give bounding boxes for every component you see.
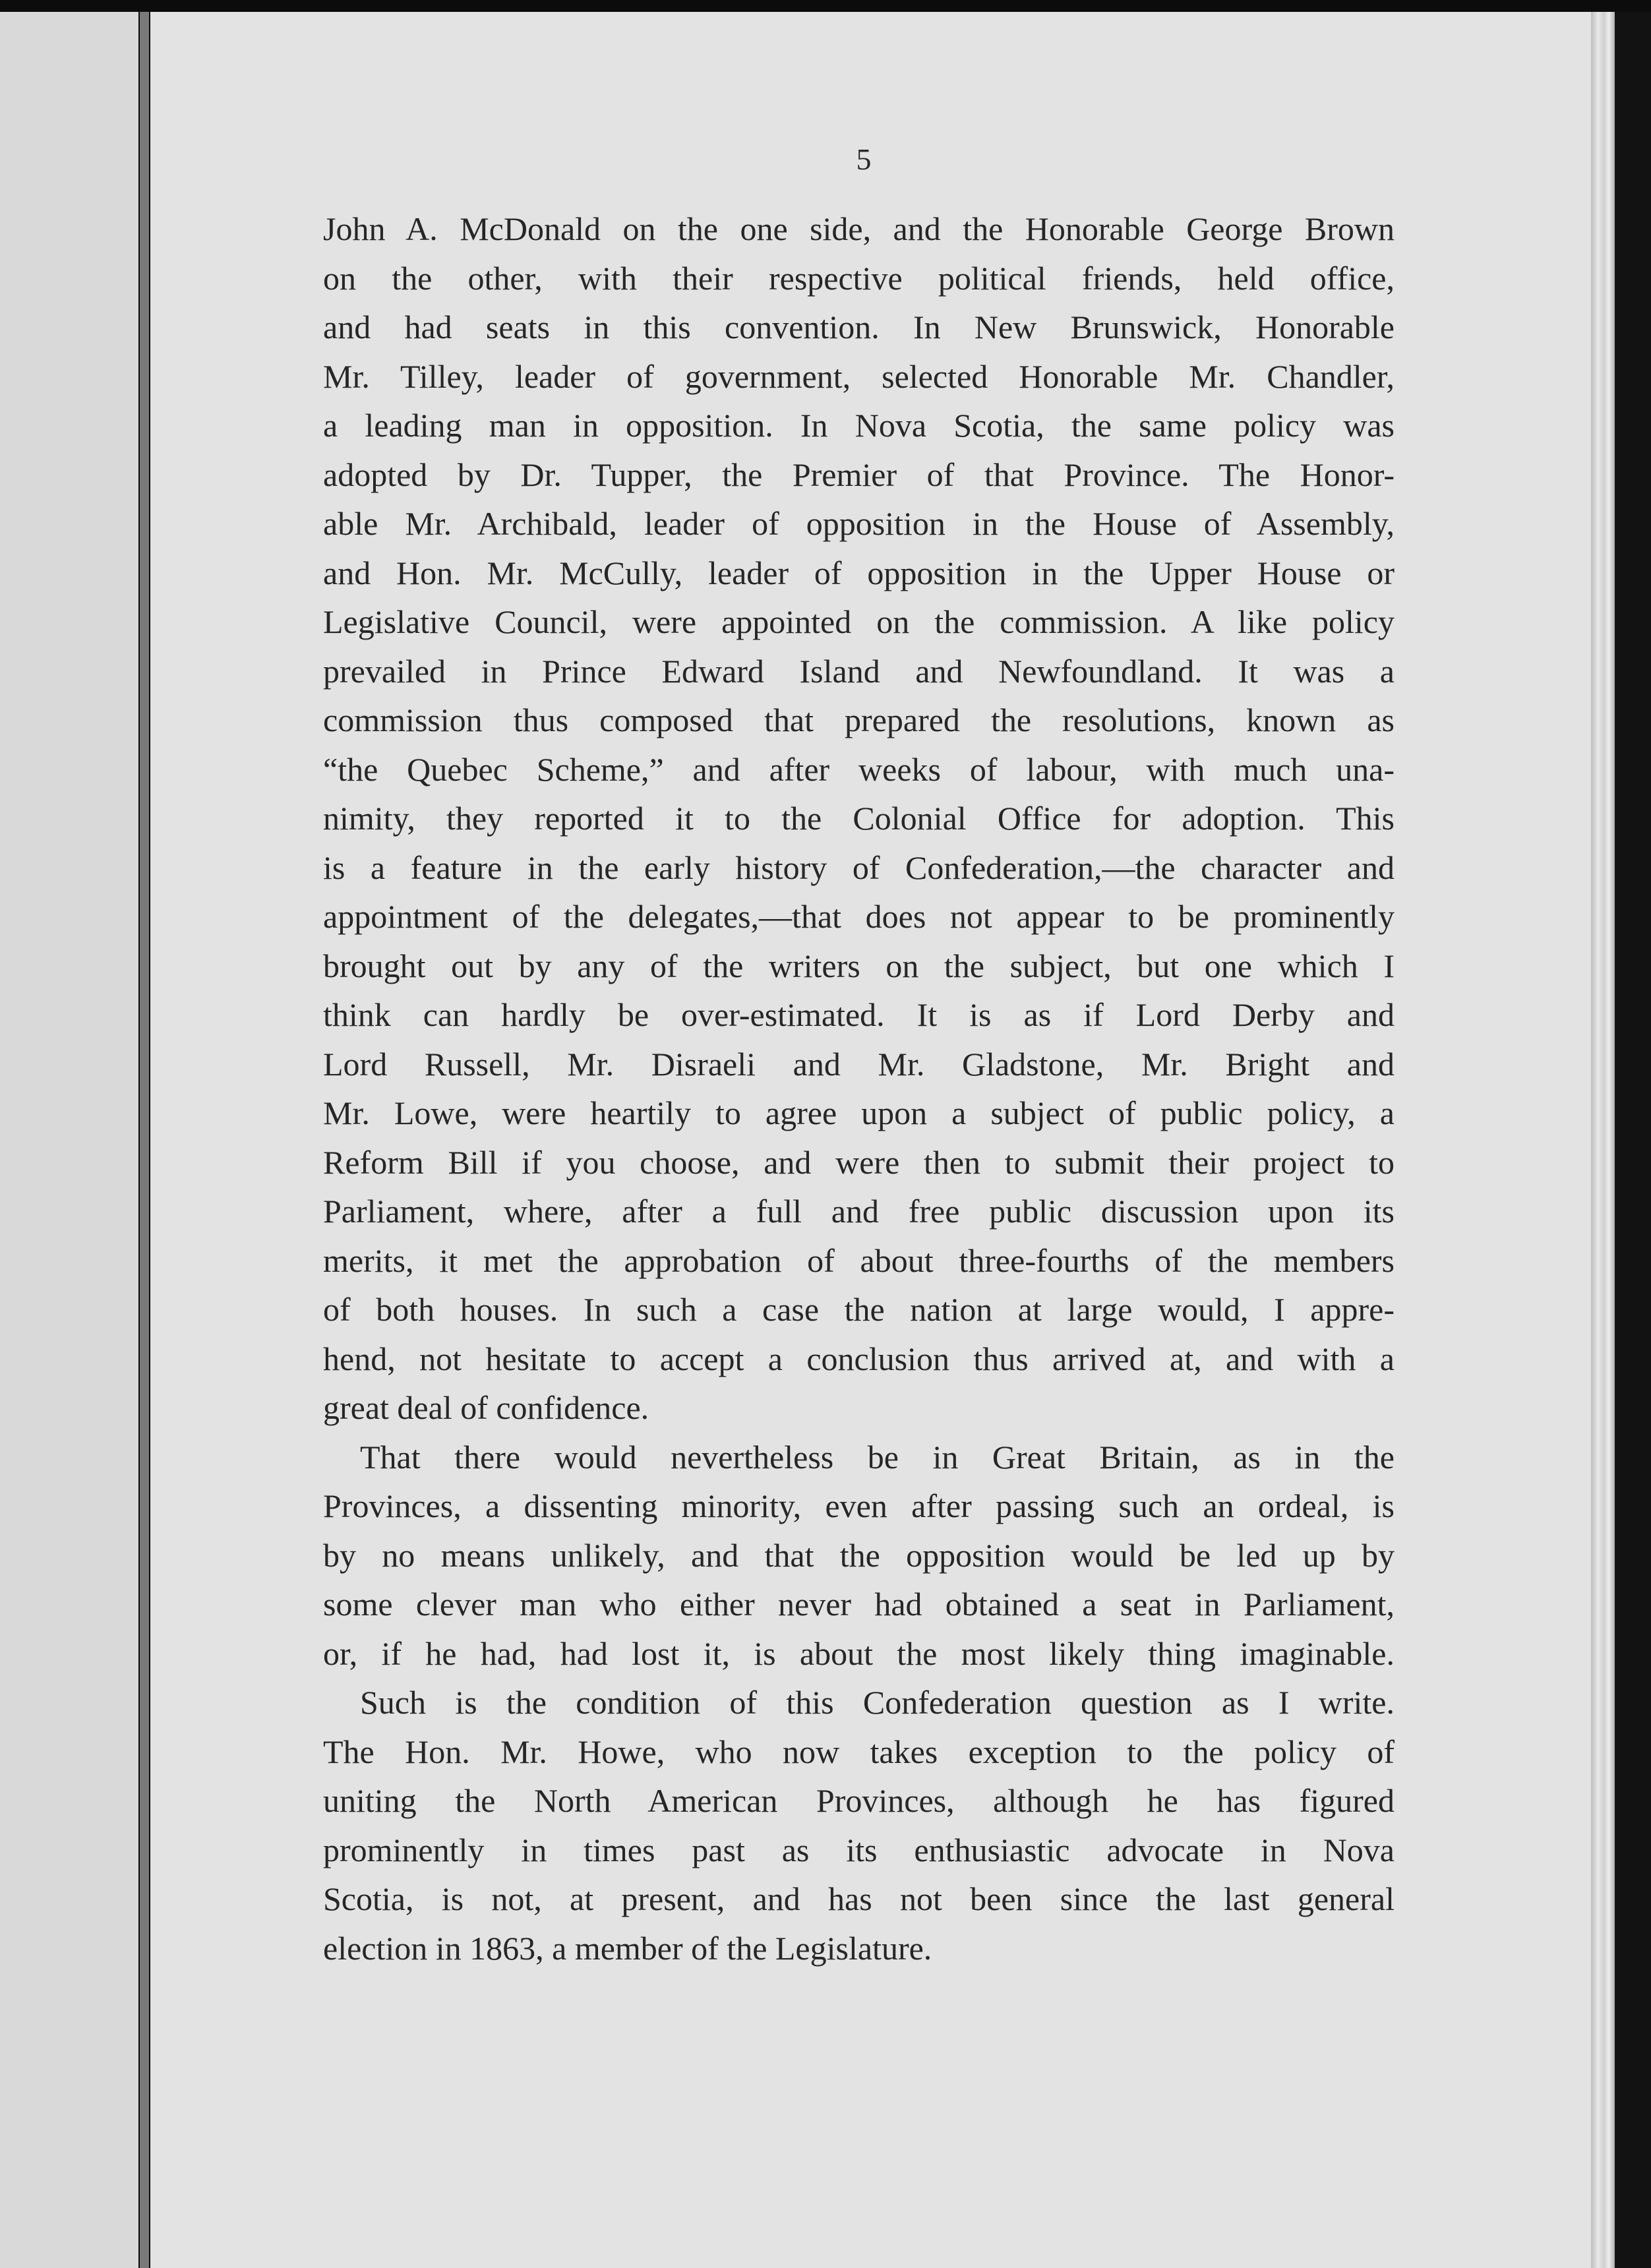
text-line: able Mr. Archibald, leader of opposition in the House of Assembly, <box>323 505 1395 542</box>
text-line: Legislative Council, were appointed on the commission. A like policy <box>323 603 1395 640</box>
text-line: or, if he had, had lost it, is about the most likely thing imaginable. <box>323 1634 1395 1672</box>
text-line: John A. McDonald on the one side, and the Honorable George Brown <box>323 210 1395 247</box>
text-line: by no means unlikely, and that the opposition would be led up by <box>323 1536 1395 1574</box>
text-line: That there would nevertheless be in Great Britain, as in the <box>360 1438 1395 1476</box>
text-line: adopted by Dr. Tupper, the Premier of that Province. The Honor- <box>323 456 1395 493</box>
text-line: “the Quebec Scheme,” and after weeks of labour, with much una- <box>323 750 1395 788</box>
text-line: merits, it met the approbation of about three-fourths of the members <box>323 1241 1395 1279</box>
text-line: uniting the North American Provinces, although he has figured <box>323 1782 1395 1819</box>
text-line: hend, not hesitate to accept a conclusion thus arrived at, and with a <box>323 1340 1395 1377</box>
text-line: some clever man who either never had obtained a seat in Parliament, <box>323 1586 1395 1623</box>
page-number: 5 <box>856 142 872 176</box>
text-line: Such is the condition of this Confederation question as I write. <box>360 1684 1395 1721</box>
page-stack-edge <box>1591 12 1615 2268</box>
text-line: Provinces, a dissenting minority, even after passing such an ordeal, is <box>323 1487 1395 1524</box>
text-line: and Hon. Mr. McCully, leader of opposition in the Upper House or <box>323 554 1395 591</box>
text-line: The Hon. Mr. Howe, who now takes exception to the policy of <box>323 1733 1395 1770</box>
facing-page-edge <box>0 12 138 2268</box>
text-line: prevailed in Prince Edward Island and Newfoundland. It was a <box>323 652 1395 690</box>
text-line: Mr. Tilley, leader of government, selected Honorable Mr. Chandler, <box>323 357 1395 395</box>
paragraph-1 <box>323 204 1395 1433</box>
text-line: Parliament, where, after a full and free public discussion upon its <box>323 1193 1395 1230</box>
text-line: Mr. Lowe, were heartily to agree upon a subject of public policy, a <box>323 1094 1395 1131</box>
text-line: nimity, they reported it to the Colonial Office for adoption. This <box>323 800 1395 837</box>
scan-border <box>1615 12 1651 2268</box>
paragraph-3 <box>323 1678 1395 1973</box>
text-line: and had seats in this convention. In New Brunswick, Honorable <box>323 309 1395 345</box>
text-line: on the other, with their respective political friends, held office, <box>323 259 1395 297</box>
text-line: commission thus composed that prepared the resolutions, known as <box>323 701 1395 738</box>
text-line: brought out by any of the writers on the subject, but one which I <box>323 947 1395 984</box>
text-line: Scotia, is not, at present, and has not been since the last general <box>323 1880 1395 1917</box>
text-line: Reform Bill if you choose, and were then to submit their project to <box>323 1143 1395 1181</box>
paragraph-2 <box>323 1433 1395 1679</box>
body-text <box>323 204 1395 1973</box>
text-line: election in 1863, a member of the Legislature. <box>323 1929 932 1967</box>
binding-gutter <box>140 12 149 2268</box>
text-line: prominently in times past as its enthusiastic advocate in Nova <box>323 1831 1395 1868</box>
text-line: Lord Russell, Mr. Disraeli and Mr. Gladstone, Mr. Bright and <box>323 1045 1395 1083</box>
text-line: is a feature in the early history of Confederation,—the character and <box>323 849 1395 886</box>
text-line: a leading man in opposition. In Nova Scotia, the same policy was <box>323 407 1395 444</box>
text-line: appointment of the delegates,—that does not appear to be prominently <box>323 898 1395 935</box>
text-line: think can hardly be over-estimated. It is as if Lord Derby and <box>323 996 1395 1033</box>
text-line: great deal of confidence. <box>323 1389 649 1426</box>
text-line: of both houses. In such a case the nation at large would, I appre- <box>323 1291 1395 1328</box>
